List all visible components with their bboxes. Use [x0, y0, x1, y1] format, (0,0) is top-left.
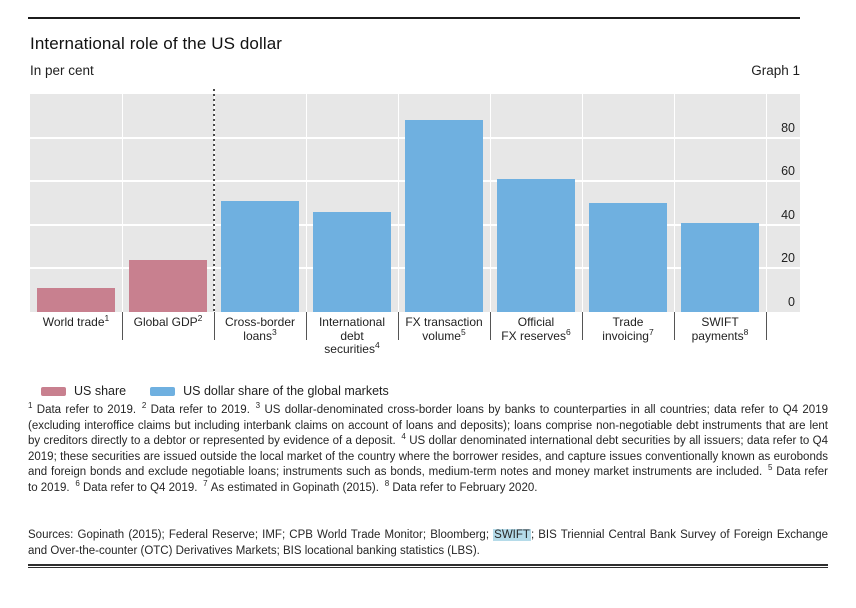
top-rule: [28, 17, 800, 19]
bar-global-gdp: [129, 260, 207, 312]
bar-cross-border-loans: [221, 201, 299, 312]
footnote-marker: 3: [271, 326, 277, 337]
chart-title: International role of the US dollar: [30, 34, 283, 53]
chart-legend: [41, 384, 389, 398]
footnote-marker: 6: [565, 326, 571, 337]
gridline-vertical: [674, 94, 675, 312]
gridline-vertical: [398, 94, 399, 312]
graph-number-label: Graph 1: [751, 63, 800, 78]
x-category-label-trade-invoicing: Trade invoicing$^7$: [602, 315, 654, 343]
bar-international-debt-securities: [313, 212, 391, 312]
bar-world-trade: [37, 288, 115, 312]
unit-label: In per cent: [30, 63, 94, 78]
x-category-label-swift-payments: SWIFT payments$^8$: [691, 315, 749, 343]
legend-swatch: [41, 387, 66, 396]
legend-item-us-share: [41, 384, 126, 398]
footnote-marker: 8: [743, 326, 749, 337]
footnote-marker: 4: [374, 340, 380, 350]
footnote-number: 2: [141, 401, 147, 411]
y-axis-label: 0: [788, 295, 795, 309]
gridline-vertical: [306, 94, 307, 312]
y-axis-label: 20: [781, 251, 795, 266]
footnote-number: 8: [384, 479, 390, 489]
plot-area: [30, 94, 800, 312]
footnote-marker: 5: [460, 326, 466, 337]
x-category-label-global-gdp: Global GDP$^2$: [133, 313, 203, 329]
footnote-number: 3: [255, 401, 261, 411]
gridline-vertical: [490, 94, 491, 312]
footnote-number: 5: [767, 463, 773, 473]
chart-meta-row: [30, 63, 800, 78]
y-axis-label: 60: [781, 164, 795, 179]
footnote-marker: 1: [104, 313, 110, 323]
footnote-marker: 2: [197, 313, 203, 323]
bar-trade-invoicing: [589, 203, 667, 312]
x-category-label-fx-transaction-volume: FX transaction volume$^5$: [405, 315, 483, 343]
bottom-rule: [28, 564, 828, 568]
series-separator-line: [213, 89, 215, 312]
sources-paragraph: Sources: Gopinath (2015); Federal Reserve; IMF; CPB World Trade Monitor; Bloomberg; SWIFT; BIS Triennial Central Bank Survey of Foreign Exchange and Over-the-counter (OTC) Derivatives Markets; BIS locational banking statistics (LBS).: [28, 529, 828, 557]
legend-item-us-dollar-share-of-the-global-markets: [150, 384, 389, 398]
x-category-label-official-fx-reserves: Official FX reserves$^6$: [501, 315, 571, 343]
legend-label: US dollar share of the global markets: [183, 384, 389, 398]
bar-fx-transaction-volume: [405, 120, 483, 312]
highlighted-term: SWIFT: [494, 529, 530, 541]
bar-chart: [30, 94, 800, 356]
bar-official-fx-reserves: [497, 179, 575, 312]
x-category-label-cross-border-loans: Cross-border loans$^3$: [224, 315, 296, 343]
legend-label: US share: [74, 384, 127, 398]
x-category-label-world-trade: World trade$^1$: [42, 313, 110, 329]
footnotes-paragraph: $^1$ Data refer to 2019. $^2$ Data refer to 2019. $^3$ US dollar-denominated cross-border loans by banks to counterparties in all countries; data refer to Q4 2019 (excluding interoffice claims but including interbank claims on account of loans and deposits); loans comprise non-negotiable debt instruments that are lent by creditors directly to a debtor or represented by evidence of a deposit. $^4$ US dollar denominated international debt securities by all issuers; data refer to Q4 2019; these securities are issued outside the local market of the country where the borrower resides, and capture issues conventionally known as eurobonds and foreign bonds and exclude negotiable loans; instruments such as bonds, medium-term notes and money market instruments are included. $^5$ Data refer to 2019. $^6$ Data refer to Q4 2019. $^7$ As estimated in Gopinath (2015). $^8$ Data refer to February 2020.: [28, 401, 828, 494]
footnote-number: 1: [28, 401, 33, 411]
gridline-vertical: [122, 94, 123, 312]
y-axis-label: 80: [781, 120, 795, 135]
y-axis-label: 40: [781, 207, 795, 222]
legend-swatch: [150, 387, 175, 396]
footnote-marker: 7: [648, 326, 654, 337]
bar-swift-payments: [681, 223, 759, 312]
footnote-number: 4: [401, 432, 406, 442]
footnote-number: 7: [203, 479, 208, 489]
gridline-vertical: [582, 94, 583, 312]
footnote-number: 6: [75, 479, 80, 489]
x-category-label-international-debt-securities: International debt securities$^4$: [318, 315, 386, 356]
